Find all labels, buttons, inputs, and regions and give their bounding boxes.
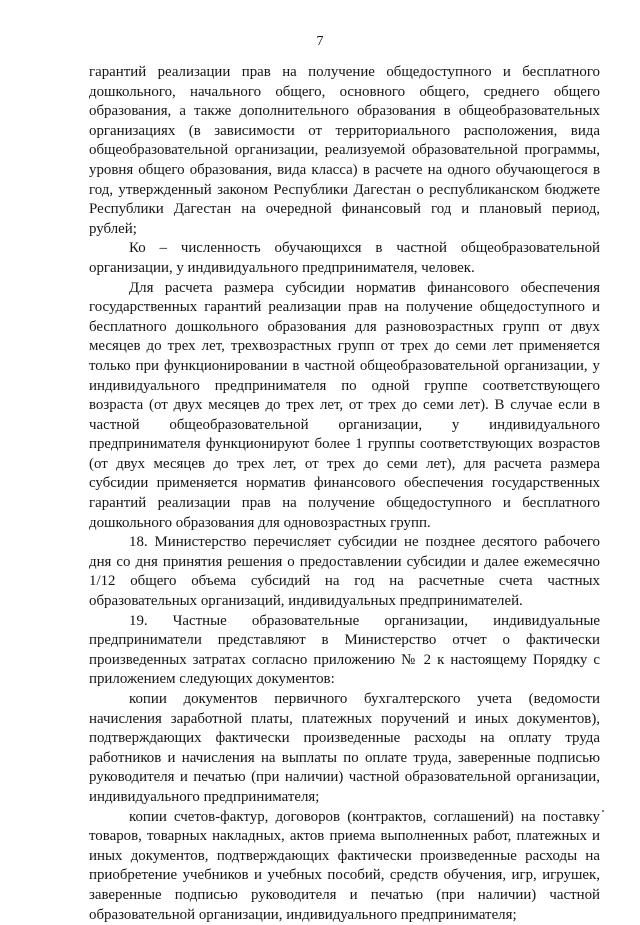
paragraph-item-18: 18. Министерство перечисляет субсидии не позднее десятого рабочего дня со дня принятия решения о предоставлении субсидии и далее ежемесячно 1/12 общего объема субсидий на год на расчетные счета частных образовательных организаций, индивидуальных предпринимателей. [89, 534, 600, 610]
paragraph-ko-definition: Ко – численность обучающихся в частной общеобразовательной организации, у индивидуального предпринимателя, человек. [89, 240, 600, 276]
paragraph-item-19: 19. Частные образовательные организации, индивидуальные предприниматели представляют в Министерство отчет о фактически произведенных затратах согласно приложению № 2 к настоящему Порядку с приложением следующих документов: [89, 612, 600, 688]
scan-speck [602, 810, 604, 812]
paragraph-norm-continuation: гарантий реализации прав на получение общедоступного и бесплатного дошкольного, начального общего, основного общего, среднего общего образования, а также дополнительного образования в общеобразовательных организациях (в зависимости от территориального расположения, вида общеобразовательной организации, реализуемой образовательной программы, уровня общего образования, вида класса) в расчете на одного обучающегося в год, утвержденный законом Республики Дагестан о республиканском бюджете Республики Дагестан на очередной финансовый год и плановый период, рублей; [89, 64, 600, 237]
paragraph-accounting-documents: копии документов первичного бухгалтерского учета (ведомости начисления заработной платы, платежных поручений и иных документов), подтверждающих фактически произведенные расходы на оплату труда работников и начисления на выплаты по оплате труда, заверенные подписью руководителя и печатью (при наличии) частной образовательной организации, индивидуального предпринимателя; [89, 691, 600, 805]
paragraph-invoice-documents: копии счетов-фактур, договоров (контрактов, соглашений) на поставку товаров, товарных накладных, актов приема выполненных работ, платежных и иных документов, подтверждающих фактически произведенные расходы на приобретение учебников и учебных пособий, средств обучения, игр, игрушек, заверенные подписью руководителя и печатью (при наличии) частной образовательной организации, индивидуального предпринимателя; [89, 808, 600, 923]
document-body [89, 63, 600, 925]
page-number: 7 [316, 34, 324, 49]
paragraph-subsidy-calculation: Для расчета размера субсидии норматив финансового обеспечения государственных гарантий реализации прав на получение общедоступного и бесплатного дошкольного образования для разновозрастных групп от двух месяцев до трех лет, трехвозрастных групп от трех до семи лет применяется только при функционировании в частной общеобразовательной организации, у индивидуального предпринимателя по одной группе соответствующего возраста (от двух месяцев до трех лет, от трех до семи лет). В случае если в частной общеобразовательной организации, у индивидуального предпринимателя функционируют более 1 группы соответствующих возрастов (от двух месяцев до трех лет, от трех до семи лет), для расчета размера субсидии применяется норматив финансового обеспечения государственных гарантий реализации прав на получение общедоступного и бесплатного дошкольного образования для одновозрастных групп. [89, 279, 600, 531]
